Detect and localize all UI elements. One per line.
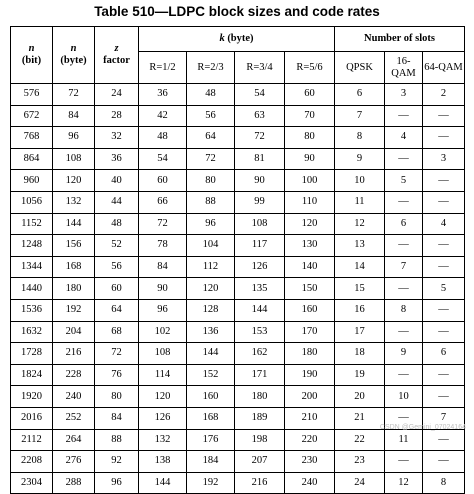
table-row <box>11 472 465 494</box>
cell-slots-16qam: — <box>385 235 423 257</box>
cell-slots-16qam: — <box>385 191 423 213</box>
cell-k-r23: 104 <box>187 235 235 257</box>
cell-slots-64qam: — <box>423 170 465 192</box>
cell-k-r34: 126 <box>235 256 285 278</box>
header-z-factor <box>95 27 139 84</box>
cell-n-bit: 960 <box>11 170 53 192</box>
cell-z-factor: 84 <box>95 407 139 429</box>
cell-k-r23: 120 <box>187 278 235 300</box>
cell-k-r12: 138 <box>139 451 187 473</box>
cell-k-r23: 144 <box>187 343 235 365</box>
cell-slots-64qam: — <box>423 299 465 321</box>
cell-k-r34: 171 <box>235 364 285 386</box>
cell-k-r23: 152 <box>187 364 235 386</box>
cell-k-r34: 180 <box>235 386 285 408</box>
cell-n-bit: 864 <box>11 148 53 170</box>
header-n-bit-top: n <box>28 43 35 54</box>
cell-slots-qpsk: 8 <box>335 127 385 149</box>
cell-z-factor: 36 <box>95 148 139 170</box>
cell-k-r23: 64 <box>187 127 235 149</box>
cell-k-r56: 240 <box>285 472 335 494</box>
cell-slots-qpsk: 12 <box>335 213 385 235</box>
cell-k-r23: 88 <box>187 191 235 213</box>
cell-k-r56: 230 <box>285 451 335 473</box>
cell-k-r12: 102 <box>139 321 187 343</box>
header-n-byte-top: n <box>70 43 77 54</box>
cell-k-r56: 150 <box>285 278 335 300</box>
table-row <box>11 256 465 278</box>
cell-slots-qpsk: 21 <box>335 407 385 429</box>
cell-k-r34: 99 <box>235 191 285 213</box>
cell-n-bit: 1536 <box>11 299 53 321</box>
cell-slots-16qam: — <box>385 278 423 300</box>
cell-slots-16qam: 8 <box>385 299 423 321</box>
cell-n-bit: 2304 <box>11 472 53 494</box>
cell-k-r34: 54 <box>235 84 285 106</box>
header-qpsk: QPSK <box>335 52 385 84</box>
cell-slots-16qam: 12 <box>385 472 423 494</box>
cell-k-r12: 114 <box>139 364 187 386</box>
cell-slots-64qam: 2 <box>423 84 465 106</box>
cell-slots-qpsk: 24 <box>335 472 385 494</box>
table-row <box>11 343 465 365</box>
table-row <box>11 148 465 170</box>
cell-k-r23: 96 <box>187 213 235 235</box>
cell-z-factor: 72 <box>95 343 139 365</box>
cell-k-r12: 54 <box>139 148 187 170</box>
cell-n-byte: 84 <box>53 105 95 127</box>
header-k-italic: k <box>219 33 225 44</box>
cell-z-factor: 80 <box>95 386 139 408</box>
cell-k-r23: 56 <box>187 105 235 127</box>
cell-k-r56: 180 <box>285 343 335 365</box>
table-row <box>11 299 465 321</box>
cell-n-bit: 1824 <box>11 364 53 386</box>
cell-z-factor: 28 <box>95 105 139 127</box>
table-title: Table 510—LDPC block sizes and code rates <box>94 4 380 19</box>
table-row <box>11 127 465 149</box>
cell-k-r56: 140 <box>285 256 335 278</box>
cell-n-byte: 276 <box>53 451 95 473</box>
cell-n-bit: 1920 <box>11 386 53 408</box>
cell-k-r56: 60 <box>285 84 335 106</box>
header-rate-5-6: R=5/6 <box>285 52 335 84</box>
header-rate-2-3: R=2/3 <box>187 52 235 84</box>
cell-k-r12: 42 <box>139 105 187 127</box>
cell-slots-qpsk: 17 <box>335 321 385 343</box>
cell-n-byte: 264 <box>53 429 95 451</box>
cell-n-bit: 1632 <box>11 321 53 343</box>
cell-k-r12: 66 <box>139 191 187 213</box>
table-row <box>11 170 465 192</box>
cell-slots-64qam: — <box>423 235 465 257</box>
cell-k-r23: 192 <box>187 472 235 494</box>
cell-slots-qpsk: 6 <box>335 84 385 106</box>
cell-k-r34: 144 <box>235 299 285 321</box>
cell-slots-16qam: 6 <box>385 213 423 235</box>
cell-n-bit: 1248 <box>11 235 53 257</box>
cell-k-r12: 132 <box>139 429 187 451</box>
cell-slots-64qam: 3 <box>423 148 465 170</box>
cell-z-factor: 60 <box>95 278 139 300</box>
cell-n-byte: 252 <box>53 407 95 429</box>
cell-slots-qpsk: 14 <box>335 256 385 278</box>
cell-k-r12: 96 <box>139 299 187 321</box>
cell-slots-16qam: — <box>385 105 423 127</box>
cell-slots-64qam: 7 <box>423 407 465 429</box>
cell-slots-qpsk: 18 <box>335 343 385 365</box>
cell-k-r34: 135 <box>235 278 285 300</box>
header-n-bit-bottom: (bit) <box>21 55 42 66</box>
cell-slots-qpsk: 15 <box>335 278 385 300</box>
cell-k-r56: 70 <box>285 105 335 127</box>
cell-k-r23: 176 <box>187 429 235 451</box>
header-slots-group: Number of slots <box>335 27 465 52</box>
cell-slots-16qam: 7 <box>385 256 423 278</box>
cell-n-byte: 156 <box>53 235 95 257</box>
cell-k-r23: 48 <box>187 84 235 106</box>
table-row <box>11 321 465 343</box>
table-header <box>11 27 465 84</box>
cell-slots-64qam: — <box>423 364 465 386</box>
cell-n-byte: 144 <box>53 213 95 235</box>
table-row <box>11 84 465 106</box>
cell-n-byte: 228 <box>53 364 95 386</box>
cell-slots-qpsk: 10 <box>335 170 385 192</box>
cell-k-r23: 168 <box>187 407 235 429</box>
cell-k-r56: 120 <box>285 213 335 235</box>
cell-slots-16qam: 4 <box>385 127 423 149</box>
cell-k-r56: 160 <box>285 299 335 321</box>
cell-slots-16qam: — <box>385 451 423 473</box>
cell-slots-64qam: — <box>423 386 465 408</box>
cell-z-factor: 76 <box>95 364 139 386</box>
cell-n-byte: 108 <box>53 148 95 170</box>
cell-k-r23: 72 <box>187 148 235 170</box>
cell-slots-64qam: — <box>423 451 465 473</box>
cell-slots-16qam: 3 <box>385 84 423 106</box>
cell-k-r56: 220 <box>285 429 335 451</box>
cell-n-byte: 180 <box>53 278 95 300</box>
cell-z-factor: 88 <box>95 429 139 451</box>
cell-k-r34: 117 <box>235 235 285 257</box>
cell-z-factor: 96 <box>95 472 139 494</box>
cell-z-factor: 56 <box>95 256 139 278</box>
cell-z-factor: 52 <box>95 235 139 257</box>
header-n-byte <box>53 27 95 84</box>
cell-n-byte: 240 <box>53 386 95 408</box>
cell-k-r56: 90 <box>285 148 335 170</box>
cell-z-factor: 40 <box>95 170 139 192</box>
cell-n-bit: 2016 <box>11 407 53 429</box>
cell-k-r34: 63 <box>235 105 285 127</box>
cell-slots-64qam: — <box>423 256 465 278</box>
cell-n-bit: 1056 <box>11 191 53 213</box>
cell-n-byte: 288 <box>53 472 95 494</box>
cell-k-r56: 80 <box>285 127 335 149</box>
table-row <box>11 213 465 235</box>
cell-n-byte: 216 <box>53 343 95 365</box>
header-rate-3-4: R=3/4 <box>235 52 285 84</box>
cell-slots-qpsk: 7 <box>335 105 385 127</box>
cell-slots-qpsk: 16 <box>335 299 385 321</box>
cell-slots-16qam: — <box>385 321 423 343</box>
cell-n-byte: 72 <box>53 84 95 106</box>
cell-slots-qpsk: 13 <box>335 235 385 257</box>
cell-z-factor: 24 <box>95 84 139 106</box>
header-z-top: z <box>114 43 119 54</box>
cell-slots-64qam: 8 <box>423 472 465 494</box>
cell-n-bit: 2112 <box>11 429 53 451</box>
cell-z-factor: 44 <box>95 191 139 213</box>
cell-k-r12: 84 <box>139 256 187 278</box>
header-n-byte-bottom: (byte) <box>60 55 87 66</box>
cell-k-r34: 198 <box>235 429 285 451</box>
cell-slots-qpsk: 11 <box>335 191 385 213</box>
table-row <box>11 451 465 473</box>
cell-k-r12: 90 <box>139 278 187 300</box>
cell-slots-qpsk: 22 <box>335 429 385 451</box>
cell-n-byte: 96 <box>53 127 95 149</box>
cell-slots-64qam: 6 <box>423 343 465 365</box>
cell-k-r12: 108 <box>139 343 187 365</box>
cell-k-r56: 170 <box>285 321 335 343</box>
cell-slots-qpsk: 19 <box>335 364 385 386</box>
header-64qam: 64-QAM <box>423 52 465 84</box>
cell-n-bit: 1344 <box>11 256 53 278</box>
cell-z-factor: 68 <box>95 321 139 343</box>
cell-k-r34: 90 <box>235 170 285 192</box>
cell-k-r34: 162 <box>235 343 285 365</box>
cell-n-bit: 576 <box>11 84 53 106</box>
cell-k-r56: 200 <box>285 386 335 408</box>
cell-slots-16qam: — <box>385 407 423 429</box>
cell-k-r12: 36 <box>139 84 187 106</box>
cell-n-bit: 1152 <box>11 213 53 235</box>
cell-slots-qpsk: 23 <box>335 451 385 473</box>
cell-slots-16qam: 5 <box>385 170 423 192</box>
cell-z-factor: 48 <box>95 213 139 235</box>
cell-slots-16qam: — <box>385 364 423 386</box>
cell-n-byte: 120 <box>53 170 95 192</box>
cell-slots-64qam: 4 <box>423 213 465 235</box>
table-row <box>11 235 465 257</box>
table-row <box>11 278 465 300</box>
cell-k-r34: 81 <box>235 148 285 170</box>
cell-k-r56: 190 <box>285 364 335 386</box>
cell-slots-64qam: 5 <box>423 278 465 300</box>
cell-slots-16qam: 11 <box>385 429 423 451</box>
cell-k-r12: 126 <box>139 407 187 429</box>
table-row <box>11 191 465 213</box>
cell-slots-16qam: 9 <box>385 343 423 365</box>
header-16qam: 16-QAM <box>385 52 423 84</box>
cell-k-r12: 60 <box>139 170 187 192</box>
cell-n-bit: 1728 <box>11 343 53 365</box>
cell-slots-64qam: — <box>423 429 465 451</box>
header-rate-1-2: R=1/2 <box>139 52 187 84</box>
header-k-rest: (byte) <box>224 33 254 44</box>
cell-slots-qpsk: 20 <box>335 386 385 408</box>
cell-k-r12: 120 <box>139 386 187 408</box>
watermark: CSDN @Gemini_07024164 <box>379 424 466 431</box>
table-row <box>11 105 465 127</box>
cell-n-byte: 132 <box>53 191 95 213</box>
cell-k-r56: 100 <box>285 170 335 192</box>
cell-k-r56: 210 <box>285 407 335 429</box>
cell-k-r34: 207 <box>235 451 285 473</box>
cell-k-r56: 130 <box>285 235 335 257</box>
cell-k-r34: 72 <box>235 127 285 149</box>
cell-n-bit: 1440 <box>11 278 53 300</box>
cell-n-bit: 672 <box>11 105 53 127</box>
cell-k-r34: 108 <box>235 213 285 235</box>
cell-n-bit: 2208 <box>11 451 53 473</box>
table-body <box>11 84 465 494</box>
cell-slots-16qam: — <box>385 148 423 170</box>
cell-k-r56: 110 <box>285 191 335 213</box>
cell-k-r12: 144 <box>139 472 187 494</box>
table-row <box>11 386 465 408</box>
cell-k-r34: 189 <box>235 407 285 429</box>
cell-z-factor: 32 <box>95 127 139 149</box>
cell-slots-qpsk: 9 <box>335 148 385 170</box>
cell-k-r23: 80 <box>187 170 235 192</box>
cell-n-bit: 768 <box>11 127 53 149</box>
cell-k-r12: 48 <box>139 127 187 149</box>
table-row <box>11 429 465 451</box>
cell-k-r23: 184 <box>187 451 235 473</box>
cell-k-r34: 216 <box>235 472 285 494</box>
cell-k-r23: 136 <box>187 321 235 343</box>
cell-slots-64qam: — <box>423 105 465 127</box>
cell-slots-16qam: 10 <box>385 386 423 408</box>
cell-slots-64qam: — <box>423 321 465 343</box>
cell-n-byte: 192 <box>53 299 95 321</box>
cell-k-r12: 78 <box>139 235 187 257</box>
cell-k-r23: 160 <box>187 386 235 408</box>
cell-n-byte: 168 <box>53 256 95 278</box>
cell-k-r23: 112 <box>187 256 235 278</box>
cell-slots-64qam: — <box>423 127 465 149</box>
cell-k-r12: 72 <box>139 213 187 235</box>
cell-z-factor: 64 <box>95 299 139 321</box>
header-z-bottom: factor <box>103 55 130 66</box>
cell-z-factor: 92 <box>95 451 139 473</box>
cell-slots-64qam: — <box>423 191 465 213</box>
table-row <box>11 364 465 386</box>
header-n-bit <box>11 27 53 84</box>
cell-k-r34: 153 <box>235 321 285 343</box>
cell-n-byte: 204 <box>53 321 95 343</box>
cell-k-r23: 128 <box>187 299 235 321</box>
header-k-byte-group <box>139 27 335 52</box>
